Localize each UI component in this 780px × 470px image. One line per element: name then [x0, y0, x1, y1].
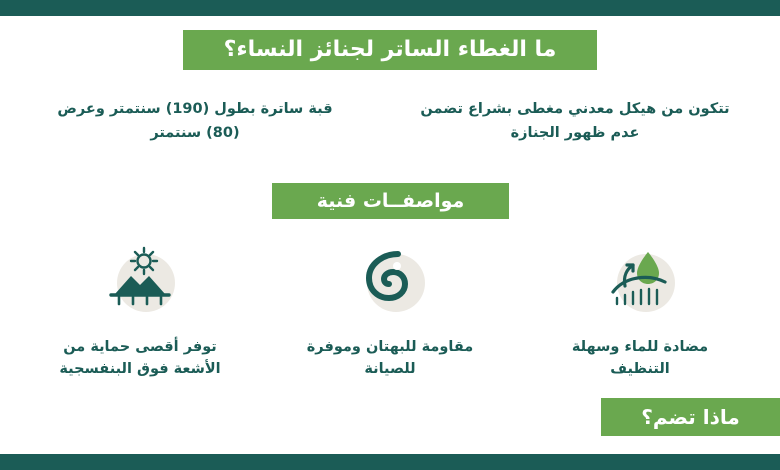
top-accent-bar: [0, 0, 780, 16]
section-title-banner: [272, 183, 509, 219]
feature-icon-wrap: [351, 240, 429, 318]
main-title-banner: [183, 30, 597, 70]
page-title: ما الغطاء الساتر لجنائز النساء؟: [223, 37, 557, 62]
description-dimensions: قبة ساترة بطول (190) سنتمتر وعرض (80) سنتمتر: [57, 101, 333, 141]
feature-water-resistant: [530, 240, 750, 381]
footer-label: ماذا تضم؟: [641, 405, 740, 429]
feature-stain-resistant: [280, 240, 500, 381]
bottom-accent-bar: [0, 454, 780, 470]
footer-banner: [601, 398, 780, 436]
section-title: مواصفــات فنية: [316, 190, 465, 212]
uv-protection-icon: [103, 242, 177, 316]
feature-icon-wrap: [601, 240, 679, 318]
description-row: [40, 98, 740, 146]
description-structure: تتكون من هيكل معدني مغطى بشراع تضمن عدم ظهور الجنازة: [420, 101, 730, 141]
feature-label: مضادة للماء وسهلة التنظيف: [571, 339, 709, 378]
feature-label: مقاومة للبهتان وموفرة للصيانة: [306, 339, 474, 378]
water-resistant-icon: [603, 242, 677, 316]
feature-icon-wrap: [101, 240, 179, 318]
stain-resistant-icon: [353, 242, 427, 316]
feature-uv-protection: [30, 240, 250, 381]
feature-label: توفر أقصى حماية من الأشعة فوق البنفسجية: [59, 339, 221, 378]
features-row: [30, 240, 750, 381]
